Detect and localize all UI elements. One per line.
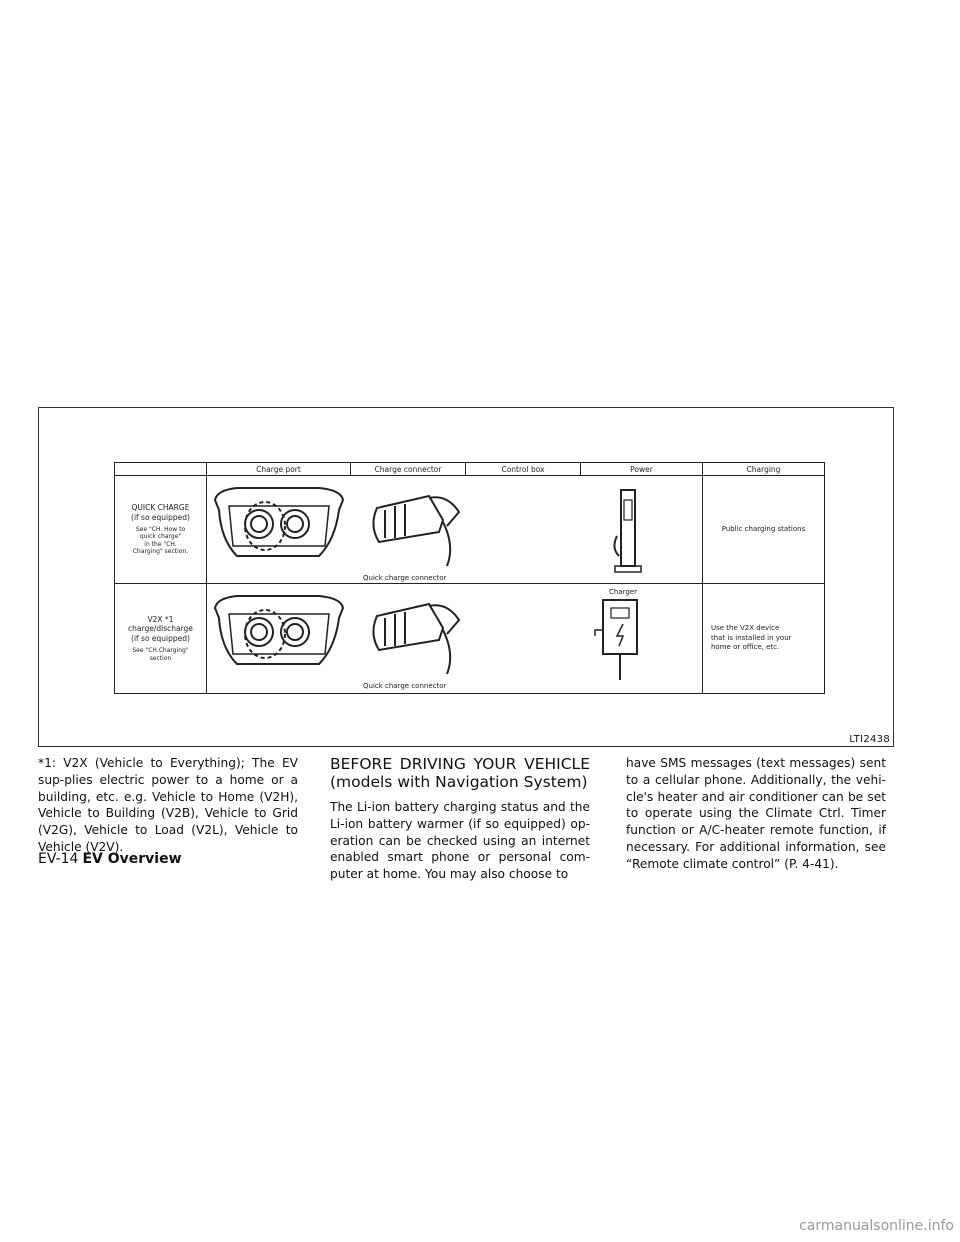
quick-connector-drawing bbox=[373, 496, 459, 566]
row-title: QUICK CHARGE (if so equipped) bbox=[131, 503, 190, 522]
quick-connector-drawing bbox=[373, 604, 459, 674]
charging-methods-table bbox=[114, 462, 825, 694]
header-charging: Charging bbox=[703, 463, 825, 476]
page-footer bbox=[38, 851, 182, 867]
quick-charge-illustration bbox=[207, 476, 703, 584]
v2x-illustration bbox=[207, 584, 703, 694]
row-label-quick-charge bbox=[115, 476, 207, 584]
quick-charge-illustration-svg bbox=[207, 476, 703, 584]
quick-connector-caption: Quick charge connector bbox=[363, 682, 447, 690]
charging-v2x-device: Use the V2X device that is installed in your home or office, etc. bbox=[703, 584, 825, 694]
header-charge-connector: Charge connector bbox=[351, 463, 466, 476]
section-body: The Li-ion battery charging status and the Li-ion battery warmer (if so equipped) op-eration can be checked using an internet enabled smart phone or personal com-puter at home. You may also choose to bbox=[330, 800, 590, 882]
figure-id: LTI2438 bbox=[849, 734, 890, 745]
v2x-illustration-svg bbox=[207, 584, 703, 694]
charge-port-drawing bbox=[215, 596, 343, 664]
row-note: See "CH.Charging" section bbox=[132, 647, 189, 662]
charge-port-drawing bbox=[215, 488, 343, 556]
charging-methods-diagram bbox=[114, 462, 824, 692]
charging-figure bbox=[38, 407, 894, 747]
row-title: V2X *1 charge/discharge (if so equipped) bbox=[128, 614, 193, 643]
charging-public-stations: Public charging stations bbox=[703, 476, 825, 584]
header-power: Power bbox=[581, 463, 703, 476]
section-body-continued: have SMS messages (text messages) sent to a cellular phone. Additionally, the vehi-cle's heater and air conditioner can be set to operate using the Climate Ctrl. Timer function or A/C-heater remote function, if necessary. For additional information, see “Remote climate control” (P. 4-41). bbox=[626, 756, 886, 871]
footnote-v2x: *1: V2X (Vehicle to Everything); The EV sup-plies electric power to a home or a building, etc. e.g. Vehicle to Home (V2H), Vehicle to Building (V2B), Vehicle to Grid (V2G), Vehicle to Load (V2L), Vehicle to Vehicle (V2V). bbox=[38, 756, 298, 854]
row-note: See "CH. How to quick charge" in the "CH. Charging" section. bbox=[132, 525, 189, 556]
section-before-driving bbox=[330, 755, 590, 883]
row-label-v2x bbox=[115, 584, 207, 694]
watermark: carmanualsonline.info bbox=[799, 1218, 954, 1234]
section-heading: BEFORE DRIVING YOUR VEHICLE (models with Navigation System) bbox=[330, 755, 590, 791]
header-blank bbox=[115, 463, 207, 476]
v2x-charger-drawing bbox=[595, 600, 637, 680]
page-number: EV-14 bbox=[38, 851, 79, 867]
quick-connector-caption: Quick charge connector bbox=[363, 574, 447, 582]
section-name: EV Overview bbox=[82, 851, 182, 867]
header-control-box: Control box bbox=[466, 463, 581, 476]
header-charge-port: Charge port bbox=[207, 463, 351, 476]
public-charger-drawing bbox=[614, 490, 641, 572]
charger-caption: Charger bbox=[609, 588, 637, 596]
